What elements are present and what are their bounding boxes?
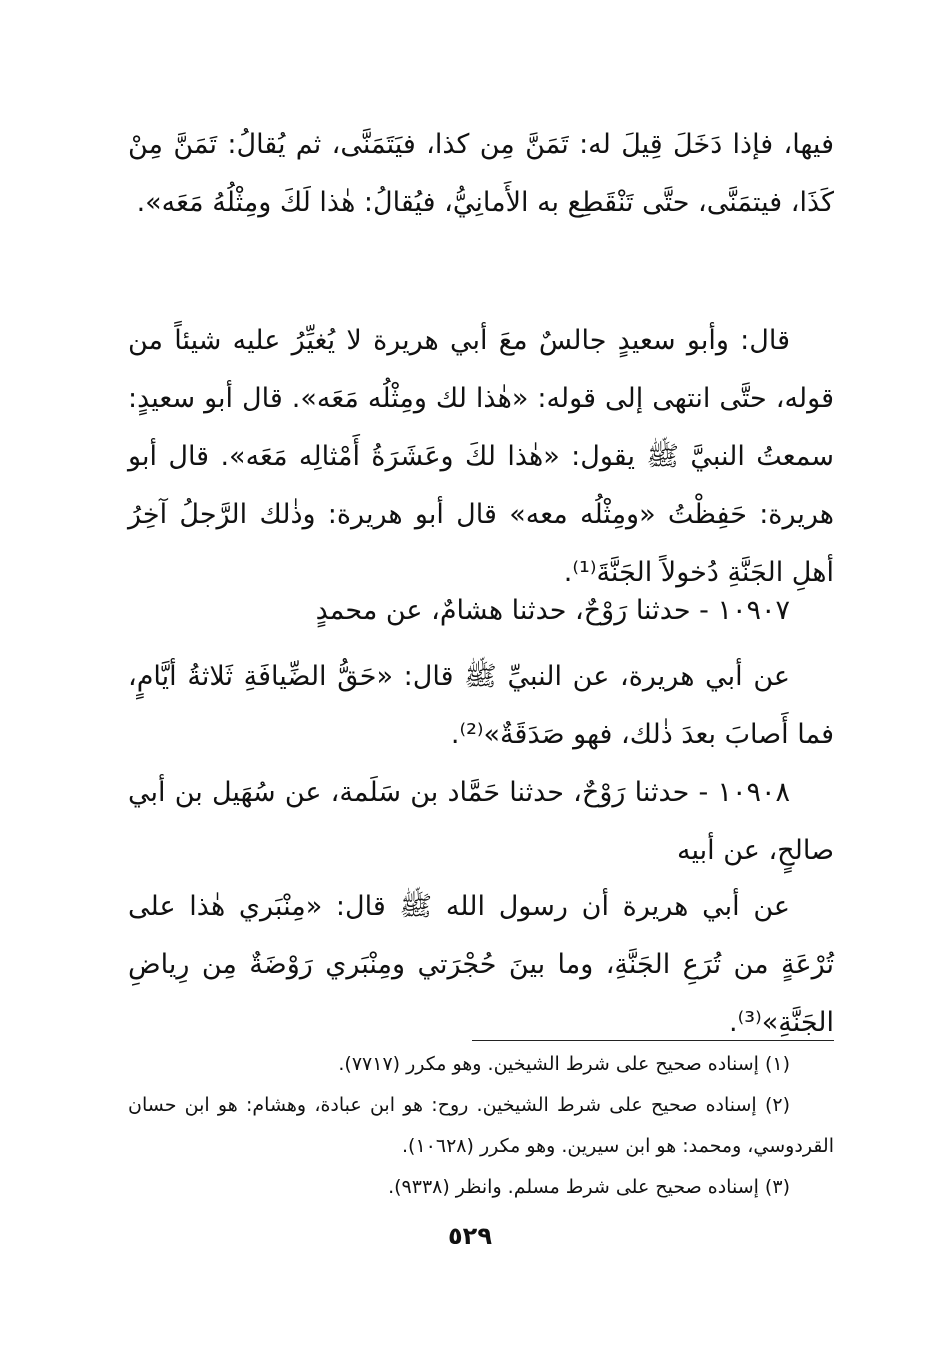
main-text-block-2 (128, 312, 834, 602)
footnotes (128, 1044, 834, 1208)
footnote-2: (٢) إسناده صحيح على شرط الشيخين. روح: هو ابن عبادة، وهشام: هو ابن حسان القردوسي، ومحمد: هو ابن سيرين. وهو مكرر (١٠٦٢٨). (128, 1094, 834, 1157)
main-text-block-6 (128, 878, 834, 1052)
page-number: ٥٢٩ (448, 1222, 492, 1250)
main-text-block-4 (128, 648, 834, 764)
paragraph-continuation: فيها، فإذا دَخَلَ قِيلَ له: تَمَنَّ مِن كذا، فيَتَمَنَّى، ثم يُقالُ: تَمَنَّ مِنْ كَذَا، فيتمَنَّى، حتَّى تَنْقَطِع به الأَمانِيُّ، فيُقالُ: هٰذا لَكَ ومِثْلُهُ مَعَه». (128, 129, 834, 218)
footnote-3: (٣) إسناده صحيح على شرط مسلم. وانظر (٩٣٣٨). (388, 1176, 790, 1198)
main-text-block-3 (128, 582, 834, 640)
footnote-divider (472, 1040, 834, 1041)
main-text (128, 116, 834, 232)
hadith-10908-isnad: ١٠٩٠٨ - حدثنا رَوْحٌ، حدثنا حَمَّاد بن سَلَمة، عن سُهَيل بن أبي صالحٍ، عن أبيه (128, 777, 834, 866)
paragraph-abu-said: قال: وأبو سعيدٍ جالسٌ معَ أبي هريرة لا يُغيِّرُ عليه شيئاً من قوله، حتَّى انتهى إلى قوله: «هٰذا لك ومِثْلُه مَعَه». قال أبو سعيدٍ: سمعتُ النبيَّ ﷺ يقول: «هٰذا لكَ وعَشَرَةُ أَمْثالِه مَعَه». قال أبو هريرة: حَفِظْتُ «ومِثْلُه معه» قال أبو هريرة: وذٰلك الرَّجلُ آخِرُ أهلِ الجَنَّةِ دُخولاً الجَنَّةَ⁽¹⁾. (128, 325, 834, 588)
footnote-1: (١) إسناده صحيح على شرط الشيخين. وهو مكرر (٧٧١٧). (338, 1053, 790, 1075)
hadith-10907-isnad: ١٠٩٠٧ - حدثنا رَوْحٌ، حدثنا هشامٌ، عن محمدٍ (315, 595, 790, 626)
hadith-10908-matn: عن أبي هريرة أن رسول الله ﷺ قال: «مِنْبَري هٰذا على تُرْعَةٍ من تُرَعِ الجَنَّةِ، وما بينَ حُجْرَتي ومِنْبَري رَوْضَةٌ مِن رِياضِ الجَنَّةِ»⁽³⁾. (128, 891, 834, 1038)
main-text-block-5 (128, 764, 834, 880)
hadith-10907-matn: عن أبي هريرة، عن النبيِّ ﷺ قال: «حَقُّ الضِّيافَةِ ثَلاثةُ أيَّامٍ، فما أَصابَ بعدَ ذٰلك، فهو صَدَقَةٌ»⁽²⁾. (128, 661, 834, 750)
